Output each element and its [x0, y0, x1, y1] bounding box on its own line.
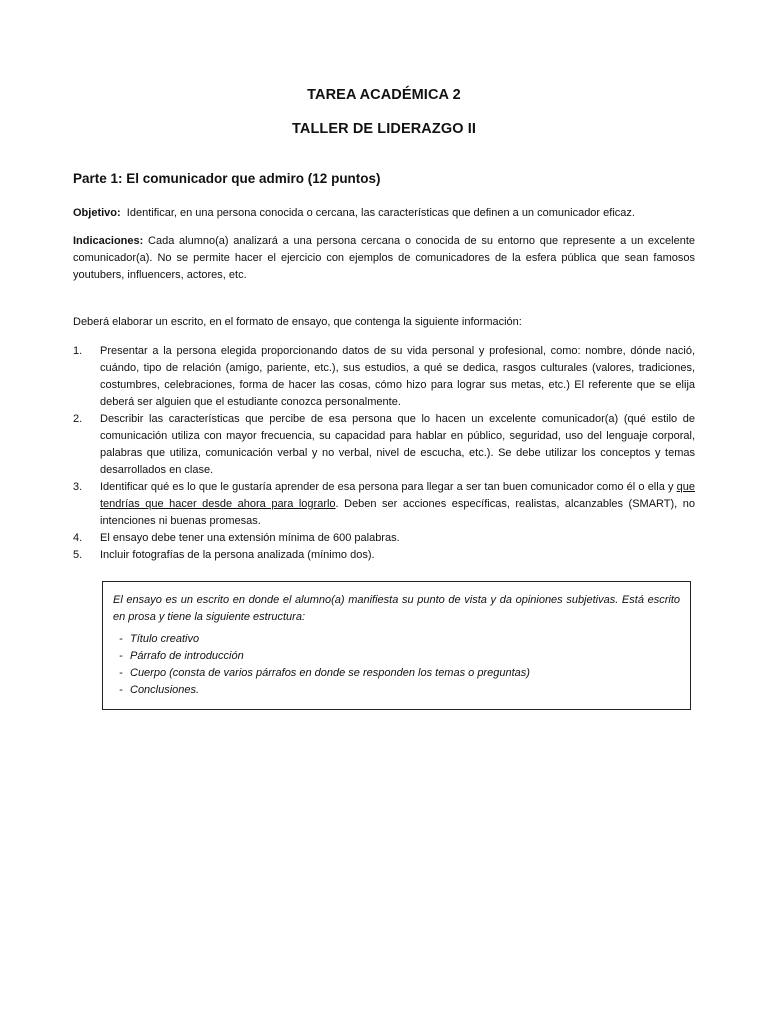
list-item [73, 479, 695, 530]
list-item-text: Presentar a la persona elegida proporcionando datos de su vida personal y profesional, como: nombre, dónde nació, cuándo, tipo de relación (amigo, pariente, etc.), sus estudios, a qué se dedica, rasgos culturales (valores, tradiciones, costumbres, celebraciones, forma de hacer las cosas, cómo hizo para lograr sus metas, etc.) El referente que se elija deberá ser alguien que el estudiante conozca personalmente. [100, 345, 695, 408]
document-subtitle: TALLER DE LIDERAZGO II [292, 121, 476, 137]
list-item [73, 530, 695, 547]
structure-item: - Párrafo de introducción [113, 648, 680, 665]
objetivo-paragraph [73, 205, 695, 222]
indicaciones-paragraph [73, 233, 695, 284]
requirements-list [73, 343, 695, 564]
list-item-number: 2. [73, 413, 83, 425]
document-title: TAREA ACADÉMICA 2 [307, 87, 461, 103]
essay-note-box [102, 581, 691, 710]
list-item-text-after: . Deben ser acciones específicas, realistas, alcanzables (SMART), no intenciones ni buenas promesas. [100, 498, 695, 527]
list-item-number: 5. [73, 549, 83, 561]
list-item-text: Incluir fotografías de la persona analizada (mínimo dos). [100, 549, 375, 561]
list-item-number: 4. [73, 532, 83, 544]
list-item-number: 3. [73, 481, 83, 493]
structure-item: - Conclusiones. [113, 682, 680, 699]
objetivo-text: Identificar, en una persona conocida o cercana, las características que definen a un comunicador eficaz. [126, 207, 635, 219]
essay-structure-list [113, 631, 680, 699]
list-item-text: El ensayo debe tener una extensión mínima de 600 palabras. [100, 532, 400, 544]
list-item-text: Describir las características que percibe de esa persona que lo hacen un excelente comunicador(a) (qué estilo de comunicación utiliza con mayor frecuencia, su capacidad para hablar en público, seguridad, uso del lenguaje corporal, palabras que utiliza, comunicación verbal y no verbal, nivel de escucha, etc.). Se debe utilizar los conceptos y temas desarrollados en clase. [100, 413, 695, 476]
list-item [73, 343, 695, 411]
objetivo-label: Objetivo: [73, 207, 121, 219]
list-item [73, 411, 695, 479]
indicaciones-label: Indicaciones: [73, 235, 144, 247]
list-item [73, 547, 695, 564]
underlined-phrase: que tendrías que hacer desde ahora para lograrlo [100, 481, 695, 510]
list-item-text [100, 481, 695, 527]
part1-heading: Parte 1: El comunicador que admiro (12 puntos) [73, 171, 381, 186]
essay-note-text: El ensayo es un escrito en donde el alumno(a) manifiesta su punto de vista y da opiniones subjetivas. Está escrito en prosa y tiene la siguiente estructura: [113, 594, 680, 623]
list-item-text-before: Identificar qué es lo que le gustaría aprender de esa persona para llegar a ser tan buen comunicador como él o ella y [100, 481, 677, 493]
list-item-number: 1. [73, 345, 83, 357]
structure-item: - Título creativo [113, 631, 680, 648]
instructions-intro: Deberá elaborar un escrito, en el formato de ensayo, que contenga la siguiente información: [73, 316, 522, 328]
structure-item: - Cuerpo (consta de varios párrafos en donde se responden los temas o preguntas) [113, 665, 680, 682]
indicaciones-text: Cada alumno(a) analizará a una persona cercana o conocida de su entorno que represente a un excelente comunicador(a). No se permite hacer el ejercicio con ejemplos de comunicadores de la esfera pública que sean famosos youtubers, influencers, actores, etc. [73, 235, 695, 281]
